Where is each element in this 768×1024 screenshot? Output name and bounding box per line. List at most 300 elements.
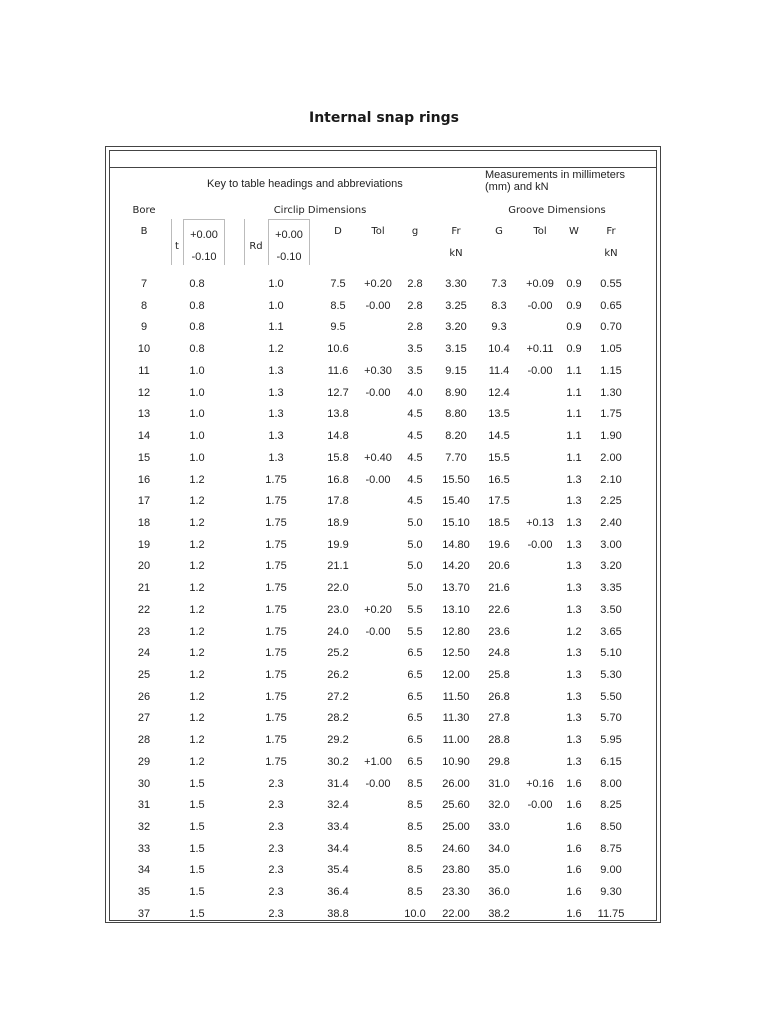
cell-groove-w: 1.3 — [566, 473, 582, 486]
cell-groove-fr: 0.70 — [600, 321, 622, 334]
cell-groove-w: 0.9 — [566, 278, 582, 290]
cell-circlip-d-tol: -0.00 — [365, 473, 391, 486]
header-rd: Rd — [249, 241, 263, 252]
cell-groove-w: 0.9 — [566, 321, 582, 334]
cell-circlip-g: 2.8 — [407, 278, 423, 290]
cell-bore-b: 14 — [137, 430, 151, 442]
cell-circlip-d-tol: +1.00 — [364, 755, 392, 768]
cell-circlip-g: 5.0 — [407, 516, 423, 529]
cell-groove-w: 0.9 — [566, 343, 582, 356]
cell-circlip-t: 1.2 — [189, 647, 205, 660]
cell-circlip-t: 1.2 — [189, 712, 205, 725]
cell-groove-g: 23.6 — [488, 625, 510, 638]
cell-groove-g: 34.0 — [488, 842, 510, 855]
cell-circlip-t: 0.8 — [189, 299, 205, 312]
cell-circlip-rd: 1.75 — [265, 625, 287, 638]
cell-circlip-rd: 1.3 — [268, 451, 284, 464]
header-rd-tol-upper: +0.00 — [275, 229, 303, 241]
cell-groove-fr: 1.05 — [600, 343, 622, 356]
cell-circlip-g: 4.0 — [407, 386, 423, 399]
cell-circlip-rd: 1.75 — [265, 755, 287, 768]
cell-circlip-d: 19.9 — [327, 538, 349, 551]
header-fr-circlip: Fr — [451, 226, 461, 237]
cell-groove-g: 36.0 — [488, 886, 510, 899]
cell-groove-w: 1.3 — [566, 495, 582, 508]
group-bore: Bore — [132, 205, 156, 216]
cell-circlip-g: 10.0 — [404, 907, 426, 920]
cell-circlip-g: 4.5 — [407, 473, 423, 486]
cell-circlip-d-tol: +0.20 — [364, 278, 392, 290]
measurements-note-line1: Measurements in millimeters — [485, 169, 625, 181]
cell-circlip-g: 3.5 — [407, 364, 423, 377]
cell-circlip-d: 36.4 — [327, 886, 349, 899]
cell-circlip-d: 23.0 — [327, 603, 349, 616]
cell-groove-fr: 3.50 — [600, 603, 622, 616]
cell-groove-g: 13.5 — [488, 408, 510, 421]
cell-circlip-t: 1.5 — [189, 799, 205, 812]
cell-circlip-g: 5.5 — [407, 625, 423, 638]
cell-groove-g: 16.5 — [488, 473, 510, 486]
cell-circlip-rd: 1.75 — [265, 516, 287, 529]
cell-circlip-fr: 3.20 — [445, 321, 467, 334]
cell-groove-g: 12.4 — [488, 386, 510, 399]
cell-circlip-g: 5.0 — [407, 560, 423, 573]
cell-circlip-t: 1.5 — [189, 821, 205, 833]
cell-bore-b: 16 — [137, 473, 151, 486]
cell-circlip-d: 24.0 — [327, 625, 349, 638]
cell-circlip-t: 1.2 — [189, 473, 205, 486]
cell-circlip-d-tol: -0.00 — [365, 386, 391, 399]
cell-bore-b: 28 — [137, 734, 151, 747]
cell-groove-fr: 9.00 — [600, 864, 622, 877]
header-d-tol: Tol — [371, 226, 385, 237]
rd-tol-box-top — [268, 219, 309, 220]
cell-circlip-d: 7.5 — [330, 278, 346, 290]
cell-groove-w: 1.3 — [566, 734, 582, 747]
cell-circlip-fr: 12.50 — [442, 647, 470, 660]
page-title: Internal snap rings — [308, 110, 460, 126]
header-g-groove: G — [495, 226, 503, 237]
cell-groove-w: 1.1 — [566, 386, 582, 399]
cell-bore-b: 17 — [137, 495, 151, 508]
cell-groove-g: 18.5 — [488, 516, 510, 529]
header-fr-groove: Fr — [606, 226, 616, 237]
cell-groove-fr: 2.40 — [600, 516, 622, 529]
t-tol-box-top — [183, 219, 224, 220]
cell-circlip-rd: 1.75 — [265, 495, 287, 508]
table-header-divider — [109, 167, 657, 168]
cell-circlip-t: 0.8 — [189, 343, 205, 356]
cell-circlip-fr: 3.25 — [445, 299, 467, 312]
cell-circlip-fr: 8.80 — [445, 408, 467, 421]
cell-groove-w: 1.3 — [566, 582, 582, 595]
cell-circlip-fr: 22.00 — [442, 907, 470, 920]
cell-groove-w: 1.2 — [566, 625, 582, 638]
cell-circlip-d: 15.8 — [327, 451, 349, 464]
cell-circlip-d: 30.2 — [327, 755, 349, 768]
cell-circlip-fr: 8.20 — [445, 430, 467, 442]
cell-circlip-fr: 14.80 — [442, 538, 470, 551]
key-label: Key to table headings and abbreviations — [207, 178, 403, 190]
cell-groove-g: 14.5 — [488, 430, 510, 442]
rd-tol-box-left — [244, 219, 245, 265]
cell-circlip-d: 18.9 — [327, 516, 349, 529]
cell-groove-tol: +0.09 — [526, 278, 554, 290]
cell-groove-fr: 3.00 — [600, 538, 622, 551]
cell-bore-b: 33 — [137, 842, 151, 855]
cell-groove-g: 33.0 — [488, 821, 510, 833]
cell-groove-g: 22.6 — [488, 603, 510, 616]
cell-circlip-g: 4.5 — [407, 495, 423, 508]
cell-circlip-fr: 3.15 — [445, 343, 467, 356]
cell-bore-b: 22 — [137, 603, 151, 616]
cell-circlip-d: 35.4 — [327, 864, 349, 877]
cell-circlip-g: 5.0 — [407, 538, 423, 551]
cell-circlip-fr: 7.70 — [445, 451, 467, 464]
cell-circlip-t: 1.2 — [189, 582, 205, 595]
cell-circlip-t: 0.8 — [189, 321, 205, 334]
cell-groove-w: 1.3 — [566, 690, 582, 703]
cell-circlip-rd: 1.0 — [268, 299, 284, 312]
cell-groove-g: 17.5 — [488, 495, 510, 508]
cell-circlip-fr: 26.00 — [442, 777, 470, 790]
cell-circlip-t: 1.2 — [189, 516, 205, 529]
t-tol-box-left — [171, 219, 172, 265]
cell-groove-w: 1.1 — [566, 451, 582, 464]
cell-circlip-d: 12.7 — [327, 386, 349, 399]
cell-groove-fr: 1.90 — [600, 430, 622, 442]
cell-circlip-t: 1.2 — [189, 625, 205, 638]
cell-groove-w: 1.1 — [566, 364, 582, 377]
cell-circlip-rd: 2.3 — [268, 864, 284, 877]
cell-circlip-fr: 14.20 — [442, 560, 470, 573]
cell-groove-fr: 8.00 — [600, 777, 622, 790]
cell-circlip-t: 1.0 — [189, 364, 205, 377]
cell-circlip-fr: 11.50 — [442, 690, 470, 703]
cell-groove-g: 9.3 — [491, 321, 507, 334]
rd-tol-box-mid — [268, 219, 269, 265]
cell-groove-g: 21.6 — [488, 582, 510, 595]
header-g-tol: Tol — [533, 226, 547, 237]
cell-bore-b: 30 — [137, 777, 151, 790]
cell-circlip-g: 5.0 — [407, 582, 423, 595]
cell-groove-g: 25.8 — [488, 669, 510, 681]
cell-groove-tol: -0.00 — [527, 299, 553, 312]
cell-circlip-rd: 1.75 — [265, 647, 287, 660]
cell-circlip-t: 1.2 — [189, 755, 205, 768]
cell-groove-w: 1.1 — [566, 408, 582, 421]
cell-circlip-t: 1.5 — [189, 864, 205, 877]
cell-circlip-rd: 1.75 — [265, 582, 287, 595]
cell-circlip-t: 1.2 — [189, 560, 205, 573]
cell-circlip-d-tol: -0.00 — [365, 299, 391, 312]
cell-bore-b: 24 — [137, 647, 151, 660]
cell-circlip-g: 6.5 — [407, 712, 423, 725]
cell-groove-tol: +0.13 — [526, 516, 554, 529]
cell-bore-b: 29 — [137, 755, 151, 768]
cell-groove-w: 1.3 — [566, 516, 582, 529]
cell-bore-b: 23 — [137, 625, 151, 638]
t-tol-box-right — [224, 219, 225, 265]
cell-circlip-fr: 13.10 — [442, 603, 470, 616]
cell-bore-b: 20 — [137, 560, 151, 573]
cell-groove-tol: -0.00 — [527, 364, 553, 377]
cell-circlip-t: 1.0 — [189, 408, 205, 421]
cell-groove-fr: 6.15 — [600, 755, 622, 768]
cell-groove-g: 31.0 — [488, 777, 510, 790]
cell-circlip-d: 27.2 — [327, 690, 349, 703]
cell-bore-b: 7 — [140, 278, 148, 290]
cell-circlip-t: 1.2 — [189, 669, 205, 681]
cell-circlip-d: 28.2 — [327, 712, 349, 725]
cell-groove-fr: 0.65 — [600, 299, 622, 312]
cell-groove-w: 1.3 — [566, 603, 582, 616]
cell-circlip-g: 6.5 — [407, 669, 423, 681]
cell-circlip-d: 9.5 — [330, 321, 346, 334]
cell-groove-fr: 9.30 — [600, 886, 622, 899]
cell-circlip-d: 33.4 — [327, 821, 349, 833]
cell-groove-fr: 11.75 — [597, 907, 625, 920]
cell-groove-w: 1.3 — [566, 560, 582, 573]
cell-bore-b: 35 — [137, 886, 151, 899]
cell-circlip-rd: 1.3 — [268, 386, 284, 399]
cell-circlip-fr: 10.90 — [442, 755, 470, 768]
cell-circlip-d-tol: +0.20 — [364, 603, 392, 616]
cell-circlip-t: 0.8 — [189, 278, 205, 290]
cell-circlip-rd: 1.2 — [268, 343, 284, 356]
cell-groove-fr: 1.75 — [600, 408, 622, 421]
cell-circlip-rd: 2.3 — [268, 842, 284, 855]
cell-circlip-g: 8.5 — [407, 777, 423, 790]
cell-bore-b: 19 — [137, 538, 151, 551]
cell-groove-w: 1.3 — [566, 647, 582, 660]
cell-circlip-d: 22.0 — [327, 582, 349, 595]
cell-groove-fr: 5.95 — [600, 734, 622, 747]
cell-circlip-t: 1.2 — [189, 603, 205, 616]
cell-circlip-rd: 1.1 — [268, 321, 284, 334]
measurements-note-line2: (mm) and kN — [485, 181, 549, 193]
cell-circlip-d: 13.8 — [327, 408, 349, 421]
cell-circlip-rd: 1.75 — [265, 712, 287, 725]
cell-circlip-t: 1.0 — [189, 386, 205, 399]
cell-circlip-rd: 1.75 — [265, 603, 287, 616]
cell-circlip-t: 1.0 — [189, 451, 205, 464]
cell-groove-w: 1.6 — [566, 886, 582, 899]
cell-groove-fr: 5.30 — [600, 669, 622, 681]
cell-circlip-d: 26.2 — [327, 669, 349, 681]
cell-groove-w: 1.3 — [566, 755, 582, 768]
cell-circlip-rd: 2.3 — [268, 907, 284, 920]
cell-circlip-d: 17.8 — [327, 495, 349, 508]
cell-groove-g: 38.2 — [488, 907, 510, 920]
cell-circlip-d: 21.1 — [327, 560, 349, 573]
cell-groove-fr: 3.35 — [600, 582, 622, 595]
cell-circlip-fr: 15.10 — [442, 516, 470, 529]
cell-circlip-g: 6.5 — [407, 647, 423, 660]
header-t-tol-upper: +0.00 — [190, 229, 218, 241]
cell-groove-fr: 1.30 — [600, 386, 622, 399]
t-tol-box-mid — [183, 219, 184, 265]
cell-groove-g: 19.6 — [488, 538, 510, 551]
cell-groove-fr: 0.55 — [600, 278, 622, 290]
cell-groove-fr: 8.75 — [600, 842, 622, 855]
cell-groove-w: 1.1 — [566, 430, 582, 442]
cell-groove-g: 10.4 — [488, 343, 510, 356]
cell-groove-tol: -0.00 — [527, 538, 553, 551]
cell-groove-w: 1.3 — [566, 669, 582, 681]
cell-bore-b: 27 — [137, 712, 151, 725]
cell-circlip-rd: 1.75 — [265, 560, 287, 573]
cell-circlip-d-tol: -0.00 — [365, 625, 391, 638]
cell-groove-g: 24.8 — [488, 647, 510, 660]
cell-circlip-rd: 1.75 — [265, 669, 287, 681]
header-t: t — [175, 241, 179, 252]
cell-circlip-rd: 2.3 — [268, 821, 284, 833]
cell-groove-g: 7.3 — [491, 278, 507, 290]
cell-circlip-d: 25.2 — [327, 647, 349, 660]
cell-circlip-d: 34.4 — [327, 842, 349, 855]
cell-circlip-fr: 3.30 — [445, 278, 467, 290]
cell-circlip-g: 5.5 — [407, 603, 423, 616]
cell-circlip-g: 3.5 — [407, 343, 423, 356]
cell-groove-g: 27.8 — [488, 712, 510, 725]
cell-circlip-d: 14.8 — [327, 430, 349, 442]
cell-circlip-t: 1.5 — [189, 907, 205, 920]
header-d: D — [334, 226, 342, 237]
cell-circlip-rd: 2.3 — [268, 886, 284, 899]
cell-circlip-g: 8.5 — [407, 864, 423, 877]
cell-bore-b: 9 — [140, 321, 148, 334]
cell-circlip-t: 1.5 — [189, 842, 205, 855]
cell-bore-b: 18 — [137, 516, 151, 529]
cell-groove-w: 1.3 — [566, 712, 582, 725]
cell-circlip-g: 2.8 — [407, 299, 423, 312]
cell-circlip-rd: 2.3 — [268, 799, 284, 812]
cell-circlip-g: 8.5 — [407, 886, 423, 899]
cell-bore-b: 15 — [137, 451, 151, 464]
cell-circlip-fr: 24.60 — [442, 842, 470, 855]
cell-bore-b: 11 — [138, 364, 150, 377]
cell-groove-w: 1.3 — [566, 538, 582, 551]
cell-groove-fr: 3.20 — [600, 560, 622, 573]
cell-circlip-fr: 8.90 — [445, 386, 467, 399]
cell-circlip-t: 1.2 — [189, 538, 205, 551]
cell-bore-b: 34 — [137, 864, 151, 877]
cell-circlip-d-tol: +0.40 — [364, 451, 392, 464]
cell-groove-g: 26.8 — [488, 690, 510, 703]
cell-groove-w: 1.6 — [566, 799, 582, 812]
cell-bore-b: 37 — [137, 907, 151, 920]
cell-bore-b: 25 — [137, 669, 151, 681]
cell-circlip-t: 1.2 — [189, 734, 205, 747]
header-w: W — [569, 226, 579, 237]
header-fr-groove-unit: kN — [604, 248, 618, 259]
cell-circlip-fr: 12.80 — [442, 625, 470, 638]
cell-groove-w: 1.6 — [566, 821, 582, 833]
cell-circlip-t: 1.5 — [189, 777, 205, 790]
cell-bore-b: 13 — [137, 408, 151, 421]
cell-groove-fr: 2.25 — [600, 495, 622, 508]
cell-circlip-d: 11.6 — [327, 364, 349, 377]
cell-groove-tol: +0.16 — [526, 777, 554, 790]
header-rd-tol-lower: -0.10 — [276, 251, 302, 263]
cell-circlip-d: 16.8 — [327, 473, 349, 486]
cell-groove-w: 1.6 — [566, 777, 582, 790]
cell-bore-b: 12 — [137, 386, 151, 399]
cell-circlip-g: 8.5 — [407, 821, 423, 833]
cell-groove-g: 11.4 — [488, 364, 510, 377]
cell-groove-g: 29.8 — [488, 755, 510, 768]
cell-circlip-t: 1.0 — [189, 430, 205, 442]
cell-circlip-d-tol: -0.00 — [365, 777, 391, 790]
cell-circlip-g: 4.5 — [407, 408, 423, 421]
cell-circlip-g: 8.5 — [407, 842, 423, 855]
cell-groove-w: 0.9 — [566, 299, 582, 312]
cell-circlip-rd: 1.3 — [268, 408, 284, 421]
header-b: B — [140, 226, 148, 237]
cell-circlip-fr: 11.00 — [442, 734, 470, 747]
cell-bore-b: 26 — [137, 690, 151, 703]
cell-circlip-fr: 12.00 — [442, 669, 470, 681]
cell-circlip-g: 4.5 — [407, 451, 423, 464]
cell-circlip-g: 6.5 — [407, 755, 423, 768]
cell-groove-fr: 8.25 — [600, 799, 622, 812]
cell-circlip-d: 32.4 — [327, 799, 349, 812]
cell-circlip-d-tol: +0.30 — [364, 364, 392, 377]
cell-circlip-g: 6.5 — [407, 690, 423, 703]
cell-circlip-rd: 1.0 — [268, 278, 284, 290]
cell-groove-fr: 5.70 — [600, 712, 622, 725]
cell-groove-tol: +0.11 — [526, 343, 554, 356]
cell-circlip-fr: 13.70 — [442, 582, 470, 595]
group-circlip-dimensions: Circlip Dimensions — [273, 205, 367, 216]
cell-groove-fr: 3.65 — [600, 625, 622, 638]
cell-circlip-g: 6.5 — [407, 734, 423, 747]
cell-groove-g: 32.0 — [488, 799, 510, 812]
cell-circlip-fr: 9.15 — [445, 364, 467, 377]
cell-circlip-fr: 25.60 — [442, 799, 470, 812]
cell-circlip-fr: 23.80 — [442, 864, 470, 877]
cell-groove-g: 15.5 — [488, 451, 510, 464]
cell-circlip-d: 29.2 — [327, 734, 349, 747]
cell-groove-w: 1.6 — [566, 864, 582, 877]
cell-circlip-g: 8.5 — [407, 799, 423, 812]
cell-circlip-rd: 2.3 — [268, 777, 284, 790]
cell-circlip-d: 10.6 — [327, 343, 349, 356]
cell-circlip-rd: 1.75 — [265, 473, 287, 486]
cell-circlip-d: 38.8 — [327, 907, 349, 920]
cell-circlip-t: 1.2 — [189, 690, 205, 703]
cell-bore-b: 32 — [137, 821, 151, 833]
cell-groove-w: 1.6 — [566, 907, 582, 920]
cell-bore-b: 8 — [140, 299, 148, 312]
group-groove-dimensions: Groove Dimensions — [508, 205, 606, 216]
cell-groove-fr: 2.00 — [600, 451, 622, 464]
header-t-tol-lower: -0.10 — [191, 251, 217, 263]
cell-bore-b: 10 — [137, 343, 151, 356]
cell-groove-fr: 2.10 — [600, 473, 622, 486]
cell-circlip-rd: 1.3 — [268, 364, 284, 377]
cell-groove-tol: -0.00 — [527, 799, 553, 812]
cell-circlip-fr: 25.00 — [442, 821, 470, 833]
cell-groove-w: 1.6 — [566, 842, 582, 855]
cell-groove-g: 8.3 — [491, 299, 507, 312]
cell-circlip-rd: 1.75 — [265, 734, 287, 747]
cell-circlip-rd: 1.3 — [268, 430, 284, 442]
cell-bore-b: 31 — [137, 799, 151, 812]
cell-circlip-fr: 15.40 — [442, 495, 470, 508]
cell-bore-b: 21 — [137, 582, 151, 595]
